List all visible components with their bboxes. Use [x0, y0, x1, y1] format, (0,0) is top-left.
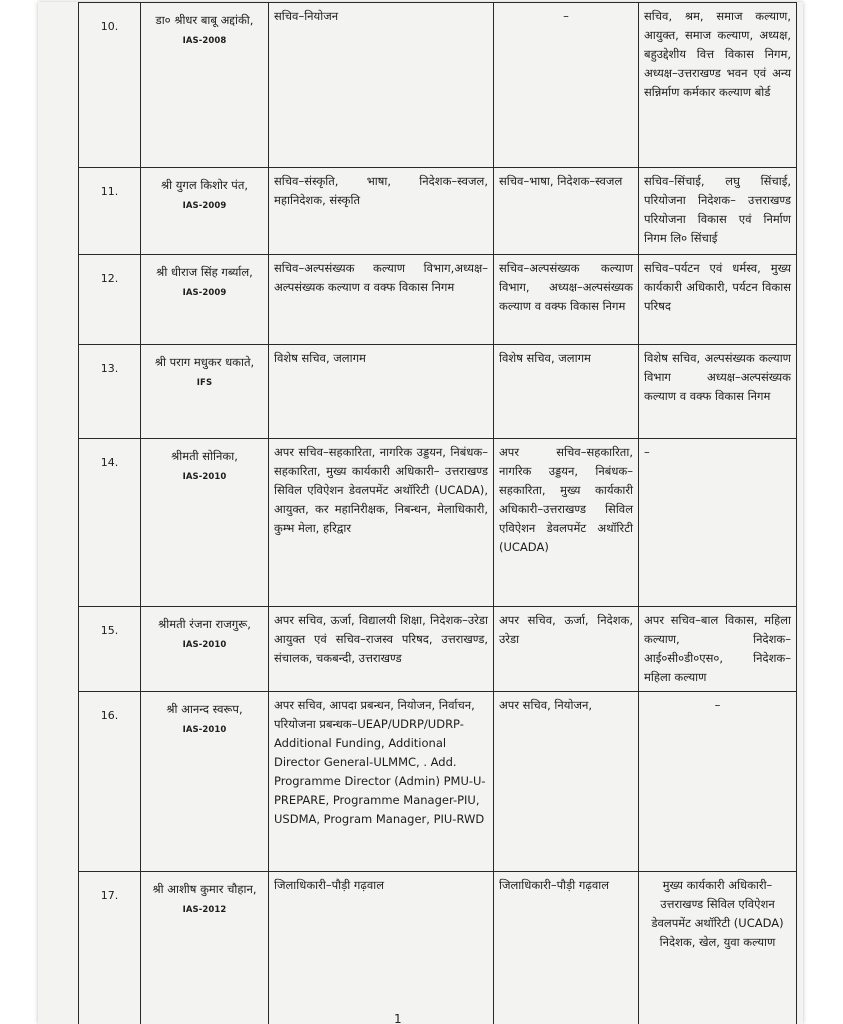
new-posting: अपर सचिव, नियोजन,: [494, 692, 639, 872]
serial-number: 14.: [79, 439, 141, 607]
service-batch: IAS-2012: [182, 905, 227, 915]
page-number: 1: [394, 1012, 402, 1024]
current-posting: सचिव–अल्पसंख्यक कल्याण विभाग,अध्यक्ष–अल्पसंख्यक कल्याण व वक्फ विकास निगम: [269, 255, 494, 345]
serial-number: 13.: [79, 345, 141, 439]
new-posting: अपर सचिव–सहकारिता, नागरिक उड्डयन, निबंधक–सहकारिता, मुख्य कार्यकारी अधिकारी–उत्तराखण्ड सिविल एविऐशन डेवलपमेंट अथॉरिटी (UCADA): [494, 439, 639, 607]
officer-name-text: श्री आशीष कुमार चौहान,: [152, 882, 257, 896]
new-posting: –: [494, 3, 639, 168]
officer-name: [141, 345, 269, 439]
service-batch: IAS-2008: [182, 36, 227, 46]
table-row: [79, 3, 797, 168]
service-batch: IAS-2009: [182, 201, 227, 211]
new-posting: जिलाधिकारी–पौड़ी गढ़वाल: [494, 872, 639, 1024]
serial-number: 11.: [79, 168, 141, 255]
officer-name: [141, 439, 269, 607]
serial-number: 15.: [79, 607, 141, 692]
table-row: [79, 345, 797, 439]
table-row: [79, 692, 797, 872]
new-posting: सचिव–भाषा, निदेशक–स्वजल: [494, 168, 639, 255]
service-batch: IFS: [196, 378, 213, 388]
officer-name: [141, 872, 269, 1024]
additional-charge: मुख्य कार्यकारी अधिकारी–उत्तराखण्ड सिविल एविऐशन डेवलपमेंट अथॉरिटी (UCADA) निदेशक, खेल, युवा कल्याण: [639, 872, 797, 1024]
current-posting: जिलाधिकारी–पौड़ी गढ़वाल: [269, 872, 494, 1024]
serial-number: 12.: [79, 255, 141, 345]
new-posting: अपर सचिव, ऊर्जा, निदेशक, उरेडा: [494, 607, 639, 692]
officer-name: [141, 607, 269, 692]
officer-name-text: श्री धीराज सिंह गर्ब्याल,: [156, 265, 253, 279]
table-row: [79, 439, 797, 607]
serial-number: 16.: [79, 692, 141, 872]
officer-name-text: डा० श्रीधर बाबू अद्दांकी,: [155, 13, 254, 27]
table-row: [79, 255, 797, 345]
officer-name-text: श्री युगल किशोर पंत,: [160, 178, 249, 192]
current-posting: सचिव–नियोजन: [269, 3, 494, 168]
officer-name-text: श्रीमती सोनिका,: [171, 449, 238, 463]
officer-transfer-table: [78, 2, 797, 1024]
current-posting: विशेष सचिव, जलागम: [269, 345, 494, 439]
document-page: [38, 2, 803, 1024]
table-row: [79, 872, 797, 1024]
additional-charge: –: [639, 692, 797, 872]
additional-charge: –: [639, 439, 797, 607]
service-batch: IAS-2009: [182, 288, 227, 298]
serial-number: 17.: [79, 872, 141, 1024]
serial-number: 10.: [79, 3, 141, 168]
officer-name: [141, 255, 269, 345]
additional-charge: सचिव–सिंचाई, लघु सिंचाई, परियोजना निदेशक– उत्तराखण्ड परियोजना विकास एवं निर्माण निगम लि० सिंचाई: [639, 168, 797, 255]
service-batch: IAS-2010: [182, 640, 227, 650]
service-batch: IAS-2010: [182, 472, 227, 482]
new-posting: विशेष सचिव, जलागम: [494, 345, 639, 439]
table-row: [79, 607, 797, 692]
additional-charge: सचिव, श्रम, समाज कल्याण, आयुक्त, समाज कल्याण, अध्यक्ष, बहुउद्देशीय वित्त विकास निगम, अध्यक्ष–उत्तराखण्ड भवन एवं अन्य सन्निर्माण कर्मकार कल्याण बोर्ड: [639, 3, 797, 168]
service-batch: IAS-2010: [182, 725, 227, 735]
current-posting: अपर सचिव–सहकारिता, नागरिक उड्डयन, निबंधक–सहकारिता, मुख्य कार्यकारी अधिकारी– उत्तराखण्ड सिविल एविऐशन डेवलपमेंट अथॉरिटी (UCADA), आयुक्त, कर महानिरीक्षक, निबन्धन, मेलाधिकारी, कुम्भ मेला, हरिद्वार: [269, 439, 494, 607]
current-posting: अपर सचिव, ऊर्जा, विद्यालयी शिक्षा, निदेशक–उरेडा आयुक्त एवं सचिव–राजस्व परिषद, उत्तराखण्ड, संचालक, चकबन्दी, उत्तराखण्ड: [269, 607, 494, 692]
officer-name: [141, 168, 269, 255]
officer-name: [141, 3, 269, 168]
additional-charge: अपर सचिव–बाल विकास, महिला कल्याण, निदेशक–आई०सी०डी०एस०, निदेशक–महिला कल्याण: [639, 607, 797, 692]
additional-charge: सचिव–पर्यटन एवं धर्मस्व, मुख्य कार्यकारी अधिकारी, पर्यटन विकास परिषद: [639, 255, 797, 345]
officer-name: [141, 692, 269, 872]
additional-charge: विशेष सचिव, अल्पसंख्यक कल्याण विभाग अध्यक्ष–अल्पसंख्यक कल्याण व वक्फ विकास निगम: [639, 345, 797, 439]
table-row: [79, 168, 797, 255]
new-posting: सचिव–अल्पसंख्यक कल्याण विभाग, अध्यक्ष–अल्पसंख्यक कल्याण व वक्फ विकास निगम: [494, 255, 639, 345]
officer-name-text: श्री आनन्द स्वरूप,: [166, 702, 243, 716]
officer-name-text: श्रीमती रंजना राजगुरू,: [158, 617, 251, 631]
officer-name-text: श्री पराग मधुकर धकाते,: [154, 355, 255, 369]
current-posting: सचिव–संस्कृति, भाषा, निदेशक–स्वजल, महानिदेशक, संस्कृति: [269, 168, 494, 255]
current-posting: अपर सचिव, आपदा प्रबन्धन, नियोजन, निर्वाचन, परियोजना प्रबन्धक–UEAP/UDRP/UDRP-Additional Funding, Additional Director General-ULMMC, . Add. Programme Director (Admin) PMU-U-PREPARE, Programme Manager-PIU, USDMA, Program Manager, PIU-RWD: [269, 692, 494, 872]
